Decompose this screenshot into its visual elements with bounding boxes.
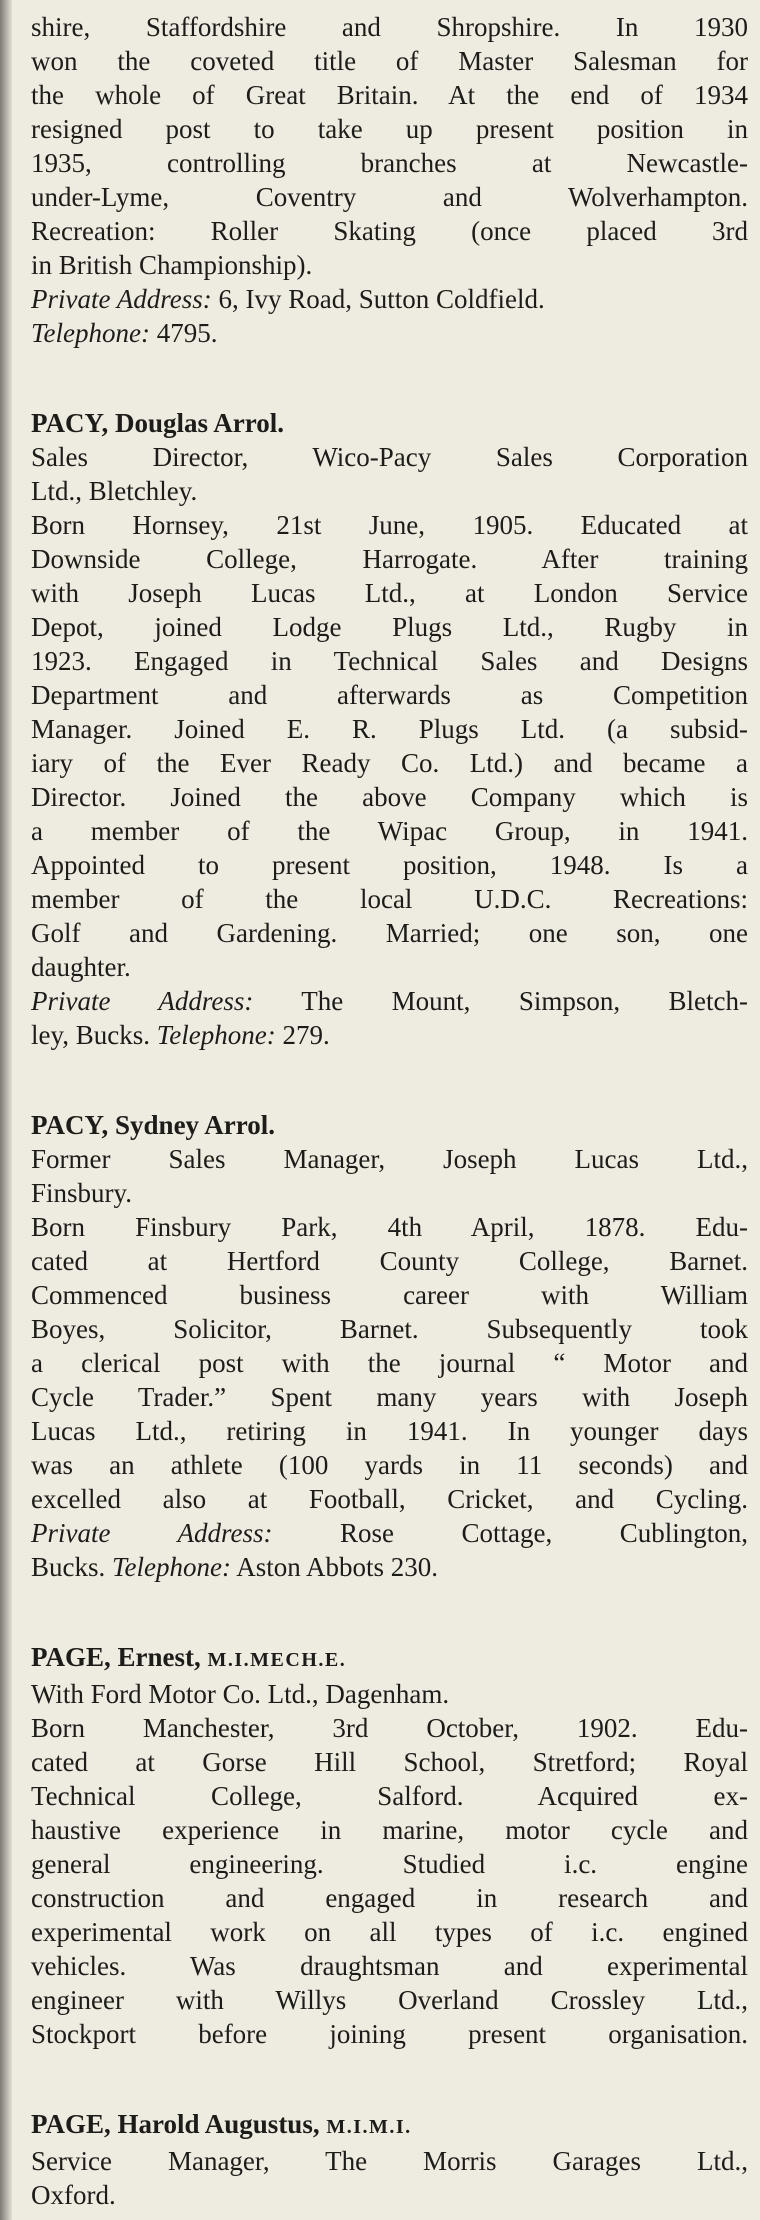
- private-address-label: Private Address:: [31, 986, 254, 1016]
- private-address-line: [31, 1516, 748, 1550]
- private-address-value: The Mount, Simpson, Bletch-: [301, 986, 748, 1016]
- address-telephone-line: [31, 1018, 748, 1052]
- biography-line: Technical College, Salford. Acquired ex-: [31, 1781, 748, 1811]
- address-telephone-line: [31, 1550, 748, 1584]
- biography-line: the whole of Great Britain. At the end of 1934: [31, 80, 748, 110]
- entry-heading: [31, 406, 748, 440]
- directory-entry: [31, 1640, 748, 2051]
- biography-line: Boyes, Solicitor, Barnet. Subsequently took: [31, 1314, 748, 1344]
- private-address-value: 6, Ivy Road, Sutton Coldfield.: [218, 284, 545, 314]
- biography-line: haustive experience in marine, motor cycle and: [31, 1815, 748, 1845]
- entry-forenames: Harold Augustus,: [117, 2109, 320, 2139]
- biography-line: daughter.: [31, 952, 131, 982]
- entry-heading: [31, 1640, 748, 1677]
- biography-line: Stockport before joining present organisation.: [31, 2019, 748, 2049]
- private-address-label: Private Address:: [31, 284, 212, 314]
- biography-line: Recreation: Roller Skating (once placed 3rd: [31, 216, 748, 246]
- biography-line: 1935, controlling branches at Newcastle-: [31, 148, 748, 178]
- biography-line: Former Sales Manager, Joseph Lucas Ltd.,: [31, 1144, 748, 1174]
- biography-line: Lucas Ltd., retiring in 1941. In younger days: [31, 1416, 748, 1446]
- biography-line: resigned post to take up present position in: [31, 114, 748, 144]
- biography-line: member of the local U.D.C. Recreations:: [31, 884, 748, 914]
- entry-surname: PACY,: [31, 1110, 109, 1140]
- biography-line: Sales Director, Wico-Pacy Sales Corporation: [31, 442, 748, 472]
- biography-line: Commenced business career with William: [31, 1280, 748, 1310]
- biography-line: Director. Joined the above Company which is: [31, 782, 748, 812]
- entry-forenames: Sydney Arrol.: [115, 1110, 276, 1140]
- binding-gutter: [0, 0, 12, 2220]
- biography-line: 1923. Engaged in Technical Sales and Designs: [31, 646, 748, 676]
- private-address-line: [31, 282, 748, 316]
- entry-forenames: Ernest,: [117, 1642, 201, 1672]
- biography-line: iary of the Ever Ready Co. Ltd.) and became a: [31, 748, 748, 778]
- telephone-label: Telephone:: [31, 318, 150, 348]
- biography-line: engineer with Willys Overland Crossley Ltd.,: [31, 1985, 748, 2015]
- entry-forenames: Douglas Arrol.: [115, 408, 285, 438]
- biography-line: Born Finsbury Park, 4th April, 1878. Edu-: [31, 1212, 748, 1242]
- telephone-label: Telephone:: [156, 1020, 276, 1050]
- biography-line: Finsbury.: [31, 1178, 133, 1208]
- private-address-continued: ley, Bucks.: [31, 1020, 150, 1050]
- biography-line: cated at Hertford County College, Barnet.: [31, 1246, 748, 1276]
- biography-line: shire, Staffordshire and Shropshire. In 1930: [31, 12, 748, 42]
- biography-line: cated at Gorse Hill School, Stretford; Royal: [31, 1747, 748, 1777]
- private-address-continued: Bucks.: [31, 1552, 106, 1582]
- biography-line: Golf and Gardening. Married; one son, one: [31, 918, 748, 948]
- entry-surname: PAGE,: [31, 2109, 111, 2139]
- biography-line: Service Manager, The Morris Garages Ltd.,: [31, 2146, 748, 2176]
- biography-line: Manager. Joined E. R. Plugs Ltd. (a subsid-: [31, 714, 748, 744]
- entry-qualifications: M.I.MECH.E.: [207, 1649, 347, 1671]
- telephone-value: 4795.: [156, 318, 218, 348]
- biography-line: construction and engaged in research and: [31, 1883, 748, 1913]
- directory-entry: [31, 2107, 748, 2212]
- entry-heading: [31, 1108, 748, 1142]
- entries-column: [31, 10, 748, 2212]
- private-address-label: Private Address:: [31, 1518, 273, 1548]
- biography-line: excelled also at Football, Cricket, and Cycling.: [31, 1484, 748, 1514]
- biography-line: experimental work on all types of i.c. engined: [31, 1917, 748, 1947]
- biography-line: Ltd., Bletchley.: [31, 476, 198, 506]
- biography-line: with Joseph Lucas Ltd., at London Service: [31, 578, 748, 608]
- biography-line: Born Hornsey, 21st June, 1905. Educated at: [31, 510, 748, 540]
- entry-surname: PACY,: [31, 408, 109, 438]
- directory-entry: [31, 406, 748, 1052]
- telephone-value: 279.: [282, 1020, 330, 1050]
- biography-line: Depot, joined Lodge Plugs Ltd., Rugby in: [31, 612, 748, 642]
- biography-line: Appointed to present position, 1948. Is a: [31, 850, 748, 880]
- telephone-label: Telephone:: [112, 1552, 231, 1582]
- biography-line: was an athlete (100 yards in 11 seconds) and: [31, 1450, 748, 1480]
- biography-line: a clerical post with the journal “ Motor and: [31, 1348, 748, 1378]
- biography-line: Department and afterwards as Competition: [31, 680, 748, 710]
- biography-line: in British Championship).: [31, 250, 313, 280]
- biography-line: general engineering. Studied i.c. engine: [31, 1849, 748, 1879]
- entry-qualifications: M.I.M.I.: [326, 2116, 412, 2138]
- private-address-line: [31, 984, 748, 1018]
- biography-line: won the coveted title of Master Salesman for: [31, 46, 748, 76]
- directory-entry: [31, 1108, 748, 1584]
- entry-heading: [31, 2107, 748, 2144]
- biography-line: Downside College, Harrogate. After training: [31, 544, 748, 574]
- biography-line: a member of the Wipac Group, in 1941.: [31, 816, 748, 846]
- private-address-value: Rose Cottage, Cublington,: [340, 1518, 749, 1548]
- biography-line: Born Manchester, 3rd October, 1902. Edu-: [31, 1713, 748, 1743]
- telephone-value: Aston Abbots 230.: [236, 1552, 439, 1582]
- biography-line: Oxford.: [31, 2180, 116, 2210]
- biography-line: vehicles. Was draughtsman and experimental: [31, 1951, 748, 1981]
- entry-surname: PAGE,: [31, 1642, 111, 1672]
- biography-line: Cycle Trader.” Spent many years with Joseph: [31, 1382, 748, 1412]
- telephone-line: [31, 316, 748, 350]
- directory-entry: [31, 10, 748, 350]
- biography-line: under-Lyme, Coventry and Wolverhampton.: [31, 182, 748, 212]
- biography-line: With Ford Motor Co. Ltd., Dagenham.: [31, 1679, 450, 1709]
